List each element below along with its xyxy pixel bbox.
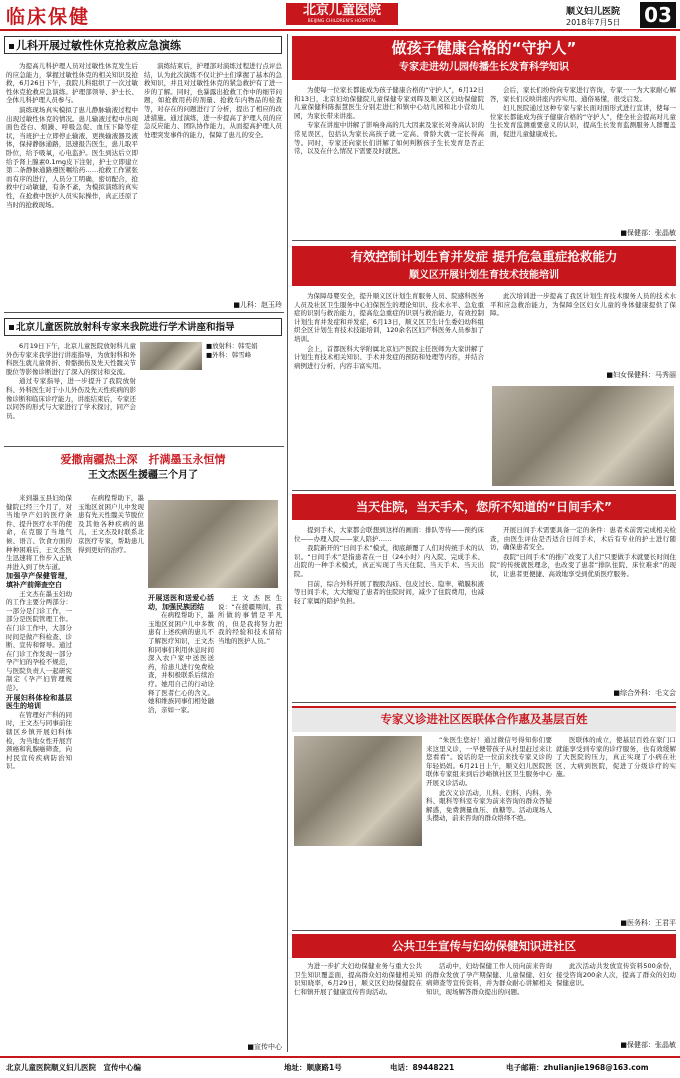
a1-p1: 为提高儿科护理人员对过敏性休克发生后的应急能力，掌握过敏性休克的相关知识及抢救，6月26日下午，我院儿科组织了一次过敏性休克抢救应急演练。护理部领导、护士长、全体儿科护理人员参与。 — [6, 62, 138, 105]
hospital-logo — [286, 3, 398, 25]
a7-p1: “朱医生您好！通过微信号得知你们要来这里义诊，一早便带孩子从村里赶过来让您看看”。说话的是一位前来找专家义诊的年轻妈妈。6月21日上午，顺义妇儿医院医联体专家组来到后沙峪镇社区卫生服务中心开展义诊活动。 — [426, 736, 552, 787]
a6-p2: 我院新开的“日间手术”模式，彻底颠覆了人们对传统手术的认识。“日间手术”是指患者在一日（24小时）内入院、完成手术、出院的一种手术模式，真正实现了当天住院、当天手术、当天出院。 — [294, 544, 484, 578]
a7-title: 专家义诊进社区医联体合作惠及基层百姓 — [380, 712, 588, 726]
a7-headline-block — [292, 706, 676, 732]
a4-title2: 专家走进幼儿园传播生长发育科学知识 — [399, 62, 569, 73]
hospital-en: BEIJING CHILDREN'S HOSPITAL — [307, 19, 377, 24]
footer-phone: 电话：89448221 — [390, 1063, 455, 1072]
a7-author: ■医务科：王君平 — [620, 919, 676, 927]
a8-col3 — [556, 962, 676, 1038]
a8-p2: 活动中，妇幼保健工作人员向前来咨询的群众发放了孕产期保健、儿童保健、妇女病筛查等宣传资料，并为群众耐心讲解相关知识，现场解答群众提出的问题。 — [426, 962, 552, 996]
section-name: 临床保健 — [6, 6, 91, 28]
a1-col2 — [144, 62, 282, 298]
a6-title: 当天住院，当天手术，您所不知道的“日间手术” — [356, 500, 612, 514]
lecture-photo — [140, 342, 202, 370]
a5-col2 — [490, 292, 676, 368]
footer — [0, 1060, 680, 1076]
a2-p1: 6月19日下午，北京儿童医院放射科儿童外伤专家来我学进行讲座指导，为放射科和外科医生就儿童骨折、骨骼损伤及先天性髋关节脱位等影像诊断进行了深入的探讨和交流。 — [6, 342, 136, 376]
a8-p1: 为进一步扩大妇幼保健业务与重大公共卫生知识覆盖面，提高群众妇幼保健相关知识知晓率，6月29日，顺义区妇幼保健院在仁和镇开展了健康宣传咨询活动。 — [294, 962, 422, 996]
training-photo — [492, 386, 674, 486]
a3-title1: 爱撒南疆热土深 扦满墨玉永恒情 — [60, 453, 226, 466]
a4-p2: 专家在讲座中讲解了影响身高的几大因素及家长对身高认识的常见误区，包括认为家长高孩子就一定高、骨龄大就一定长得高等。同时，专家还向家长们讲解了如何判断孩子生长发育是否正常，以及在什么情况下需要及时就医。 — [294, 121, 484, 156]
bullet-square-icon — [9, 44, 14, 49]
a6-col2 — [490, 526, 676, 686]
a7-p3: 医联体的成立，使基层百姓在家门口就能享受到专家的诊疗服务，也有效缓解了大医院的压力，真正实现了小病在社区、大病到医院，促进了分级诊疗的实施。 — [556, 736, 676, 779]
a5-p3: 此次培训进一步提高了我区计划生育技术服务人员的技术水平和应急救治能力，为保障全区妇女儿童的身体健康提供了保障。 — [490, 292, 676, 318]
footer-email: 电子邮箱：zhulianjie1968@163.com — [506, 1063, 649, 1072]
clinic-photo — [294, 736, 422, 846]
a3-p4: 在病程帮助下，墨玉地区贫困户儿中发现患有先天性髋关节脱位及其他各种疾病的患儿，王文杰及时联系北京医疗专家，帮助患儿得到更好的治疗。 — [78, 494, 144, 554]
page-number: 03 — [640, 2, 676, 28]
a3-headline-block — [4, 452, 282, 488]
a4-title1: 做孩子健康合格的“守护人” — [391, 39, 577, 57]
a1-author: ■儿科：赵玉玲 — [233, 301, 282, 309]
a3-col3 — [148, 594, 214, 1042]
a6-p5: 我院“日间手术”的推广改变了人们“只要做手术就要长时间住院”的传统就医理念，也改变了患者“排队住院、床位难求”的现状，让患者更便捷、高效地享受到优质医疗服务。 — [490, 552, 676, 578]
a1-p3: 演练结束后，护理部对演练过程进行点评总结，认为此次演练不仅让护士们掌握了基本的急救知识，并且对过敏性休克的紧急救护有了进一步的了解。同时，也暴露出抢救工作中的细节问题，如抢救用药的剂量、抢救车内物品的检查等，对存在的问题进行了分析，提出了相应的改进措施。通过演练，进一步提高了护理人员的应急反应能力、团队协作能力，从而提高护理人员处理突发事件的能力，保障了患儿的安全。 — [144, 62, 282, 139]
a1-title: 儿科开展过敏性休克抢救应急演练 — [16, 39, 181, 52]
a3-p2: 王文杰在墨玉妇幼的工作主要分两部分：一部分是门诊工作，一部分是医院管理工作。在门诊工作中，大部分时间是做产科检查、诊断、宣传和督导。通过在门诊工作发现一部分孕产妇的孕检不规范，与医院负责人一起研究制定《孕产妇管理规范》。 — [6, 589, 72, 693]
bullet-square-icon — [9, 325, 14, 330]
a3-col4 — [218, 594, 282, 1042]
a6-p4: 开展日间手术需要具备一定的条件：患者术前需完成相关检查，由医生评估是否适合日间手术，术后有专业的护士进行随访，确保患者安全。 — [490, 526, 676, 552]
a6-author: ■综合外科：毛文会 — [613, 689, 676, 697]
a6-p3: 目前，综合外科开展了腹股沟疝、包皮过长、隐睾、鞘膜积液等日间手术，大大缩短了患者的住院时间，减少了住院费用，也减轻了家属的陪护负担。 — [294, 579, 484, 605]
a8-author: ■保健部：张晶敏 — [620, 1041, 676, 1049]
a6-p1: 提到手术，大家都会联想到这样的画面：排队等待——预约床位——办理入院——家人陪护…… — [294, 526, 484, 543]
a4-col2 — [490, 86, 676, 226]
a2-author2: ■外科：韩雪峰 — [206, 350, 252, 359]
a2-col1 — [6, 342, 136, 442]
footer-address: 地址：顺康路1号 — [284, 1063, 342, 1072]
a1-p2: 演练现场真实模拟了患儿静脉输液过程中出现过敏性休克的情况。患儿输液过程中出现面色苍白、烦躁、呼吸急促、血压下降等症状，当班护士立即停止输液、更换输液器及液体，保持静脉通路，迅速报告医生，患儿取平卧位，给予吸氧，心电监护。医生到达后立即给予肾上腺素0.1mg皮下注射，护士立即建立第二条静脉通路遵医嘱给药……抢救工作紧张而有序的进行，人员分工明确，密切配合，抢救中行动敏捷，有条不紊，为模拟演练的真实性，在抢救中医护人员实际操作，真正还原了当时的抢救现场。 — [6, 105, 138, 209]
a8-col2 — [426, 962, 552, 1048]
a2-col2 — [206, 342, 282, 392]
divider — [4, 312, 284, 313]
issue-date: 2018年7月5日 — [566, 18, 621, 27]
a4-p4: 妇儿医院通过这种专家与家长面对面形式进行宣讲，使每一位家长都能成为孩子健康合格的“守护人”，使全社会提高对儿童生长发育监测重要意义的认识，提高生长发育监测服务人群覆盖面，促进儿童健康成长。 — [490, 104, 676, 138]
a3-p3: 在管理好产科的同时，王文杰与同事前往辖区乡镇开展妇科体检，为当地女性开展宫颈癌和乳腺癌筛查，向村民宣传疾病防治知识。 — [6, 710, 72, 771]
a3-p5: 在病程帮助下，墨玉地区贫困户儿中多数患有上述疾病的患儿不了解医疗知识，王文杰和同事们利用休息时间深入农户家中送医送药，给患儿进行免费检查，并积极联系后续治疗。她用自己的行动诠释了医者仁心的含义。她和维族同事们相处融洽，亲如一家。 — [148, 611, 214, 714]
paper-name: 顺义妇儿医院 — [566, 7, 621, 17]
masthead-rule — [0, 29, 680, 31]
a8-col1 — [294, 962, 422, 1048]
a2-title: 北京儿童医院放射科专家来我院进行学术讲座和指导 — [16, 322, 235, 333]
a2-p2: 通过专家指导，进一步提升了我院放射科、外科医生对于小儿外伤及先天性疾病的影像诊断和临床诊疗能力，讲座结束后，专家还以同答的形式与大家进行了学术探讨，同产会员。 — [6, 377, 136, 420]
a5-headline-block — [292, 246, 676, 286]
a3-p6: 王文杰医生说：“在援疆期间，我所做的事情是平凡的，但是我将努力把我的经验和技术留给当地的医护人员。” — [218, 594, 282, 645]
a1-col1 — [6, 62, 138, 298]
a5-title1: 有效控制计划生育并发症 提升危急重症抢救能力 — [350, 249, 618, 264]
divider — [4, 446, 284, 447]
a4-headline-block — [292, 36, 676, 80]
column-divider — [287, 34, 288, 1052]
divider — [292, 490, 676, 491]
a6-headline-block — [292, 494, 676, 520]
hospital-logo-text: 北京儿童医院 — [302, 3, 381, 18]
a4-p3: 会后，家长们纷纷向专家进行咨询，专家一一为大家耐心解答，家长们反映讲座内容实用、通俗易懂，很受启发。 — [490, 86, 676, 103]
a7-p2: 此次义诊活动，儿科、妇科、内科、外科、眼科等科室专家为前来咨询的群众答疑解惑，免费测量血压、血糖等。活动现场人头攒动，前来咨询的群众络绎不绝。 — [426, 788, 552, 823]
a3-subhead3: 开展送医和送爱心活动，加强民族团结 — [148, 594, 214, 611]
a3-col1 — [6, 494, 72, 1042]
a3-author: ■宣传中心 — [247, 1043, 282, 1051]
a3-subhead2: 开展妇科体检和基层医生的培训 — [6, 693, 72, 711]
divider — [292, 240, 676, 241]
a5-author: ■妇女保健科：马秀丽 — [606, 371, 676, 379]
a5-title2: 顺义区开展计划生育技术技能培训 — [409, 270, 559, 281]
footer-rule — [0, 1056, 680, 1058]
a4-author: ■保健部：张晶敏 — [620, 229, 676, 237]
divider — [292, 702, 676, 703]
a4-col1 — [294, 86, 484, 236]
divider — [292, 930, 676, 931]
a5-p2: 会上，首都医科大学附属北京妇产医院主任医师为大家讲解了计划生育技术相关知识、手术并发症的预防和处理等内容，并结合病例进行分析，内容丰富实用。 — [294, 344, 484, 370]
a8-headline-block — [292, 934, 676, 958]
a3-title2: 王文杰医生援疆三个月了 — [88, 470, 198, 481]
a4-p1: 为使每一位家长都能成为孩子健康合格的“守护人”，6月12日和13日，北京妇幼保健院儿童保健专家刘晖及顺义区妇幼保健院儿童保健科陈振慧医生分别走进仁和镇中心幼儿园和北小营幼儿园，为家长带来讲座。 — [294, 86, 484, 120]
a2-headline — [4, 318, 282, 336]
a2-author1: ■放射科：韩雯娟 — [206, 342, 258, 350]
a8-p3: 此次活动共发放宣传资料500余份，接受咨询200余人次，提高了群众的妇幼保健意识。 — [556, 962, 676, 988]
a5-p1: 为保障母婴安全，提升顺义区计划生育服务人员、院感科医务人员及社区卫生服务中心妇保医生的理论知识、技术水平、急危重症的识别与救治能力，提高危急重症的识别与救治能力，有效控制计划生育并发症和并发症，6月13日，顺义区卫生计生委妇幼科组织全区计划生育技术技能培训，120余名区妇产科医务人员参加了培训。 — [294, 292, 484, 343]
a3-subhead1: 加强孕产保健管理，填补产前筛查空白 — [6, 572, 72, 589]
a7-col2 — [556, 736, 676, 916]
a6-col1 — [294, 526, 484, 698]
footer-sponsor: 北京儿童医院顺义妇儿医院 宣传中心编 — [6, 1063, 141, 1072]
masthead — [0, 0, 680, 32]
a7-col1 — [426, 736, 552, 926]
doctor-photo — [148, 500, 278, 588]
a3-col2 — [78, 494, 144, 1042]
a1-headline — [4, 36, 282, 54]
a5-col1 — [294, 292, 484, 486]
a8-title: 公共卫生宣传与妇幼保健知识进社区 — [392, 939, 576, 953]
a3-p1: 来到墨玉县妇幼保健院已经三个月了，对当地孕产妇的医疗条件、提升医疗水平的使命，在克服了当地气候、语言、饮食方面的种种困难后，王文杰医生迅速将工作步入正轨并进入到了快车道。 — [6, 494, 72, 571]
